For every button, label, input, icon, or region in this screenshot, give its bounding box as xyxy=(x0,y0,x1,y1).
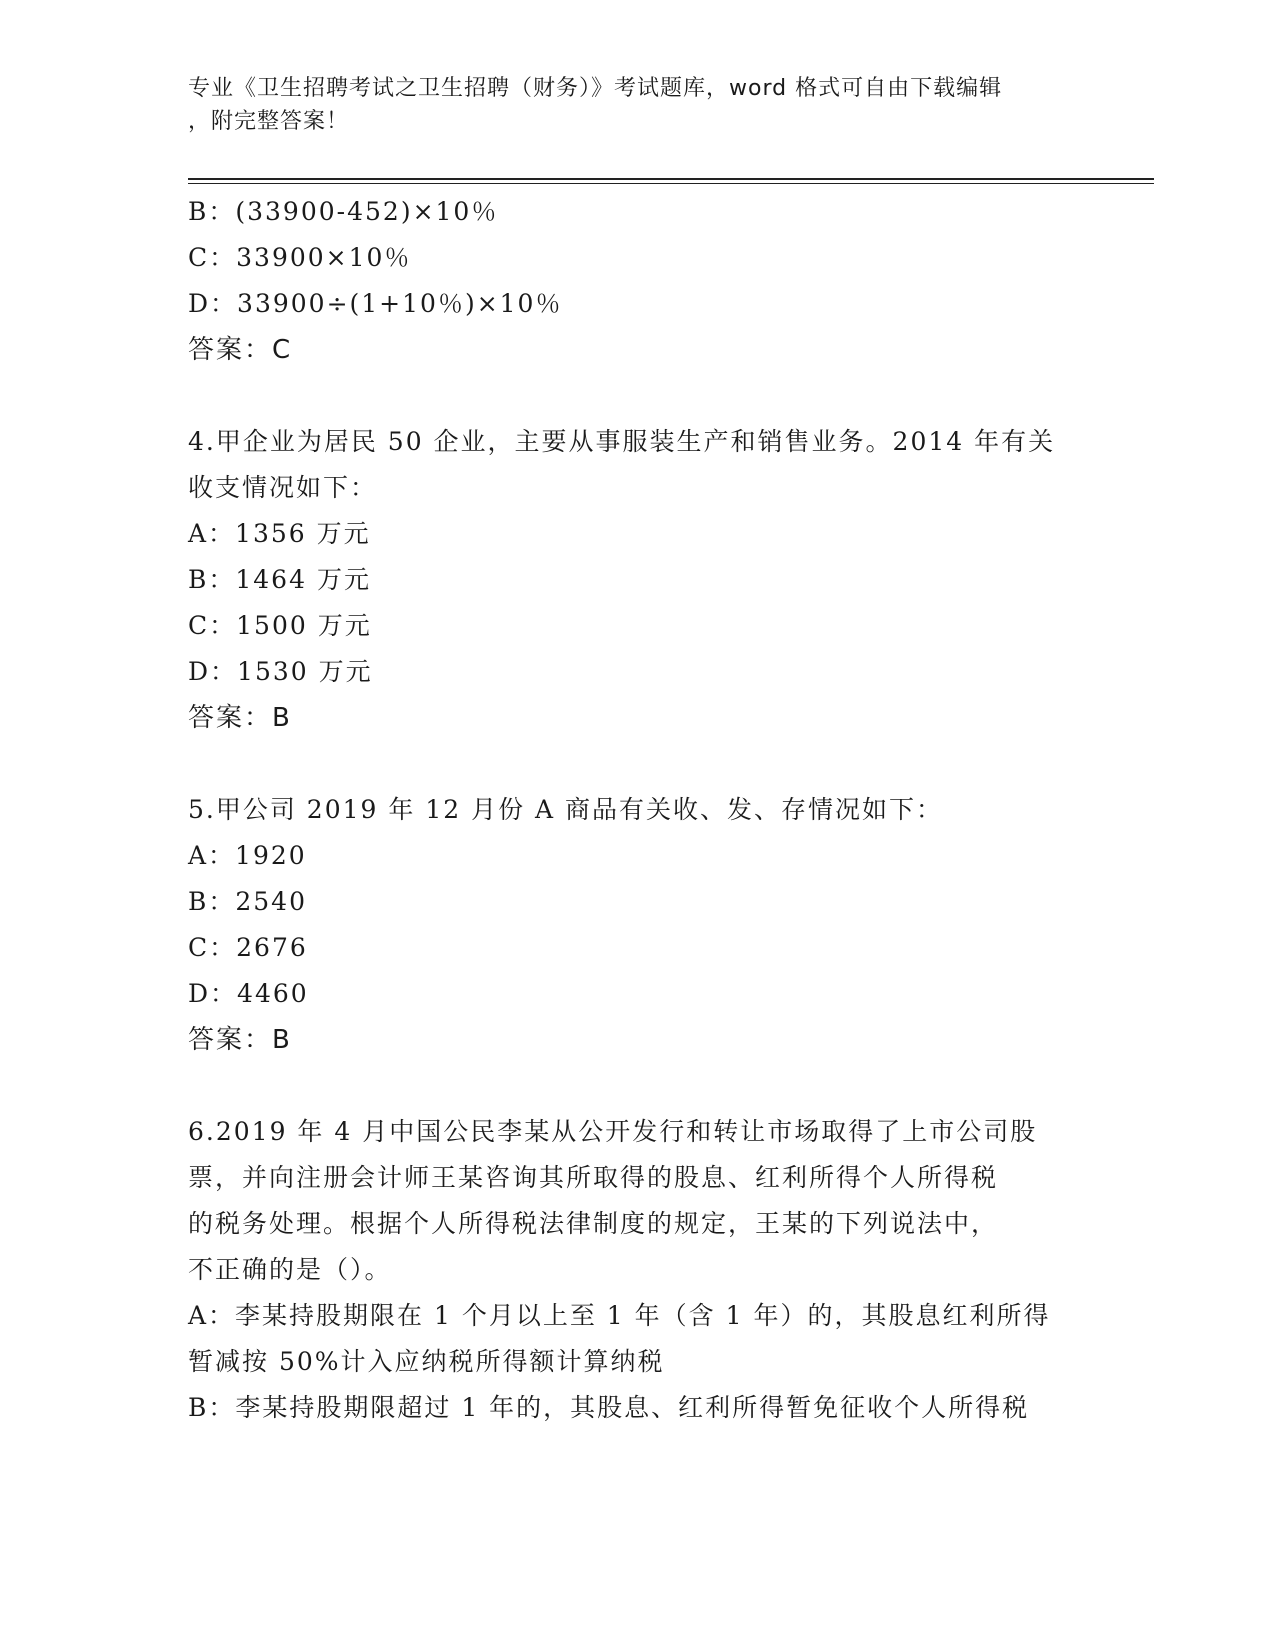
answer-label: 答案：B xyxy=(188,703,292,733)
question-body xyxy=(188,189,1088,1431)
spacer xyxy=(188,741,1088,787)
document-header xyxy=(188,72,1088,138)
question-stem-continued: 不正确的是（）。 xyxy=(188,1255,392,1284)
question-stem: 4.甲企业为居民 50 企业，主要从事服装生产和销售业务。2014 年有关 xyxy=(188,427,1056,456)
option-b: B：(33900-452)×10％ xyxy=(188,197,499,226)
header-title-line: 专业《卫生招聘考试之卫生招聘（财务）》考试题库，word 格式可自由下载编辑 xyxy=(188,76,1003,101)
question-stem: 6.2019 年 4 月中国公民李某从公开发行和转让市场取得了上市公司股 xyxy=(188,1117,1038,1146)
option-a-continued: 暂减按 50%计入应纳税所得额计算纳税 xyxy=(188,1347,665,1376)
option-b: B：1464 万元 xyxy=(188,565,371,594)
option-d: D：1530 万元 xyxy=(188,657,373,686)
spacer xyxy=(188,1063,1088,1109)
question-stem: 5.甲公司 2019 年 12 月份 A 商品有关收、发、存情况如下： xyxy=(188,795,944,824)
question-stem-continued: 的税务处理。根据个人所得税法律制度的规定，王某的下列说法中， xyxy=(188,1209,999,1238)
option-a: A：1920 xyxy=(188,841,307,870)
question-6 xyxy=(188,1109,1088,1431)
option-b: B：李某持股期限超过 1 年的，其股息、红利所得暂免征收个人所得税 xyxy=(188,1393,1030,1422)
option-d: D：33900÷(1+10％)×10％ xyxy=(188,289,563,318)
question-5 xyxy=(188,787,1088,1063)
answer-label: 答案：B xyxy=(188,1025,292,1055)
spacer xyxy=(188,373,1088,419)
option-c: C：33900×10％ xyxy=(188,243,412,272)
question-4 xyxy=(188,419,1088,741)
header-divider-thin xyxy=(188,183,1154,184)
question-stem-continued: 收支情况如下： xyxy=(188,473,378,502)
option-a: A：李某持股期限在 1 个月以上至 1 年（含 1 年）的，其股息红利所得 xyxy=(188,1301,1051,1330)
question-stem-continued: 票，并向注册会计师王某咨询其所取得的股息、红利所得个人所得税 xyxy=(188,1163,999,1192)
header-title-line-continued: ，附完整答案！ xyxy=(188,109,350,134)
option-c: C：2676 xyxy=(188,933,308,962)
option-b: B：2540 xyxy=(188,887,307,916)
answer-label: 答案：C xyxy=(188,335,293,365)
option-c: C：1500 万元 xyxy=(188,611,372,640)
option-d: D：4460 xyxy=(188,979,309,1008)
option-a: A：1356 万元 xyxy=(188,519,371,548)
question-3 xyxy=(188,189,1088,373)
header-divider-thick xyxy=(188,178,1154,180)
